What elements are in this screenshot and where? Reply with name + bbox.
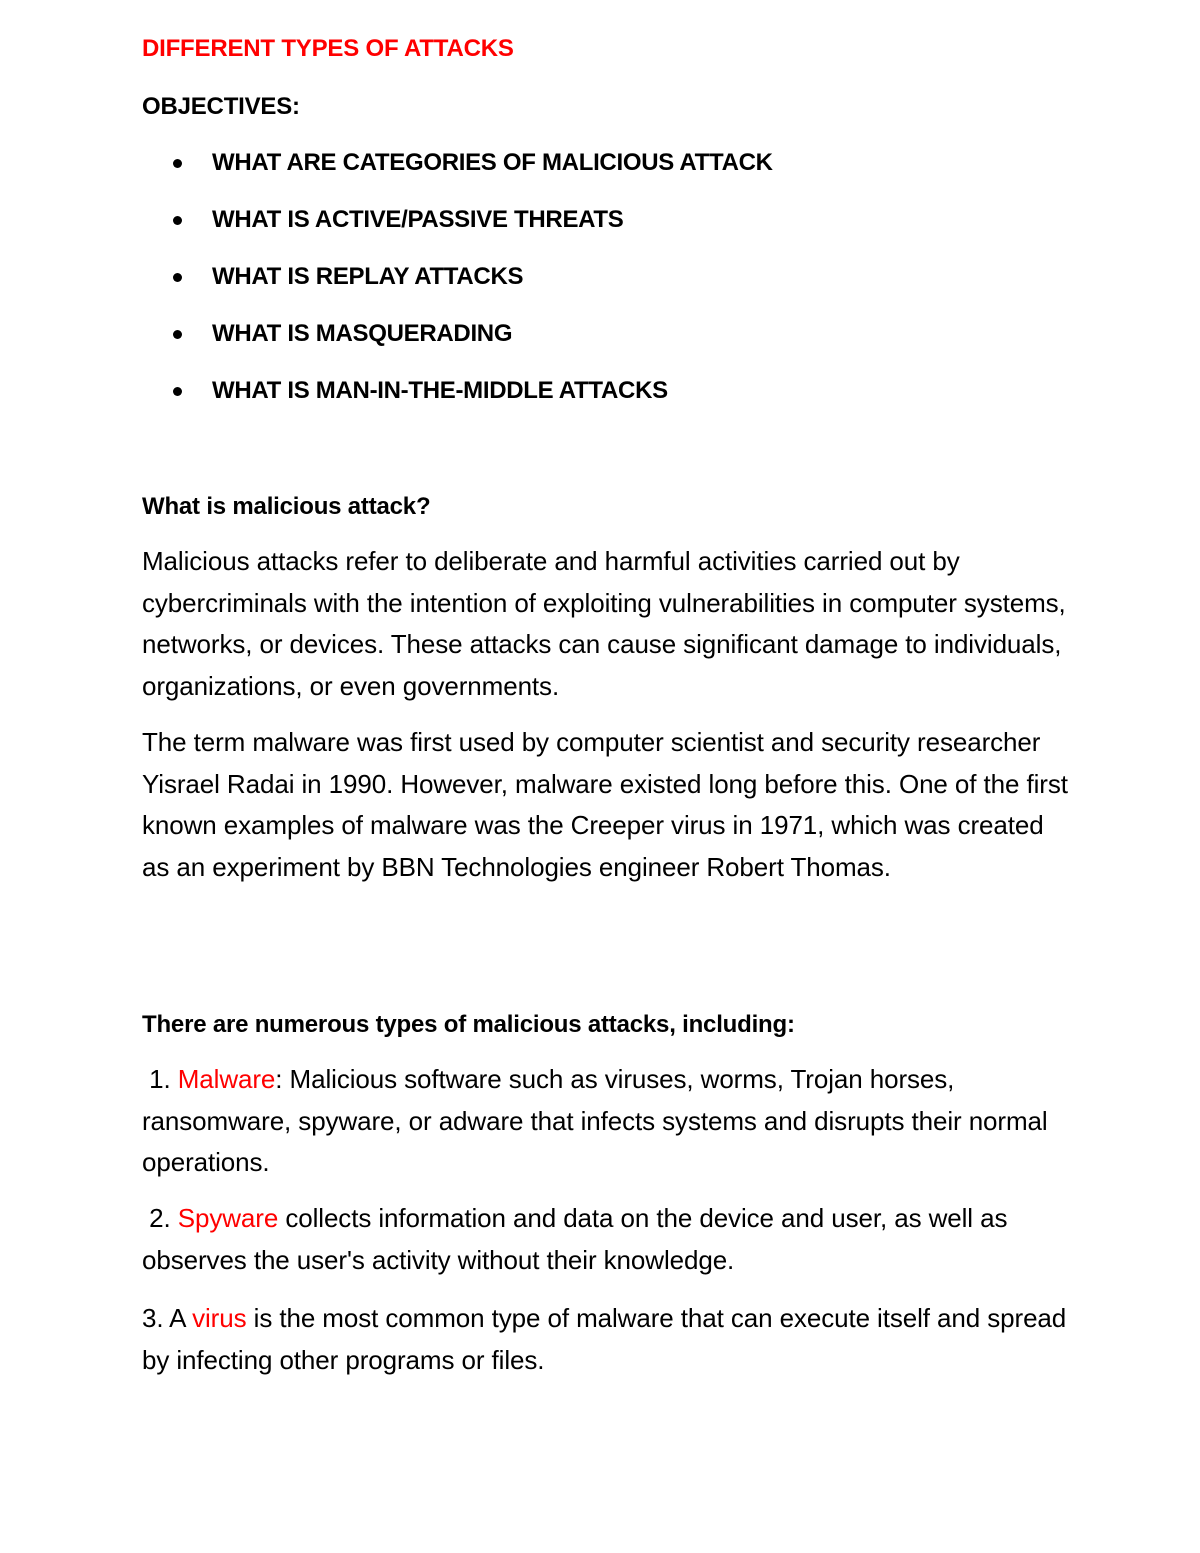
bullet-icon bbox=[173, 216, 182, 225]
bullet-icon bbox=[173, 273, 182, 282]
list-item: WHAT IS MASQUERADING bbox=[142, 317, 773, 374]
list-item: WHAT IS ACTIVE/PASSIVE THREATS bbox=[142, 203, 773, 260]
malicious-attack-heading: What is malicious attack? bbox=[142, 493, 431, 520]
list-item: WHAT IS REPLAY ATTACKS bbox=[142, 260, 773, 317]
objectives-list bbox=[142, 146, 773, 431]
attack-types-heading: There are numerous types of malicious attacks, including: bbox=[142, 1011, 795, 1038]
malicious-attack-paragraph: Malicious attacks refer to deliberate and harmful activities carried out by cybercriminals with the intention of exploiting vulnerabilities in computer systems, networks, or devices. These attacks can cause significant damage to individuals, organizations, or even governments. bbox=[142, 546, 1066, 701]
malware-term: Malware bbox=[177, 1064, 276, 1094]
attack-type-item-malware: 1. Malware: Malicious software such as viruses, worms, Trojan horses, ransomware, spyware, or adware that infects systems and disrupts their normal operations. bbox=[142, 1064, 1048, 1177]
objectives-label: OBJECTIVES: bbox=[142, 93, 300, 120]
bullet-icon bbox=[173, 387, 182, 396]
bullet-icon bbox=[173, 330, 182, 339]
virus-term: virus bbox=[192, 1303, 247, 1333]
bullet-icon bbox=[173, 159, 182, 168]
spyware-term: Spyware bbox=[177, 1203, 279, 1233]
document-title: DIFFERENT TYPES OF ATTACKS bbox=[142, 35, 514, 62]
list-item: WHAT ARE CATEGORIES OF MALICIOUS ATTACK bbox=[142, 146, 773, 203]
malware-history-paragraph: The term malware was first used by computer scientist and security researcher Yisrael Radai in 1990. However, malware existed long before this. One of the first known examples of malware was the Creeper virus in 1971, which was created as an experiment by BBN Technologies engineer Robert Thomas. bbox=[142, 727, 1068, 882]
attack-type-item-virus: 3. A virus is the most common type of malware that can execute itself and spread by infecting other programs or files. bbox=[142, 1303, 1067, 1375]
list-item: WHAT IS MAN-IN-THE-MIDDLE ATTACKS bbox=[142, 374, 773, 431]
attack-type-item-spyware: 2. Spyware collects information and data on the device and user, as well as observes the user's activity without their knowledge. bbox=[142, 1203, 1008, 1275]
